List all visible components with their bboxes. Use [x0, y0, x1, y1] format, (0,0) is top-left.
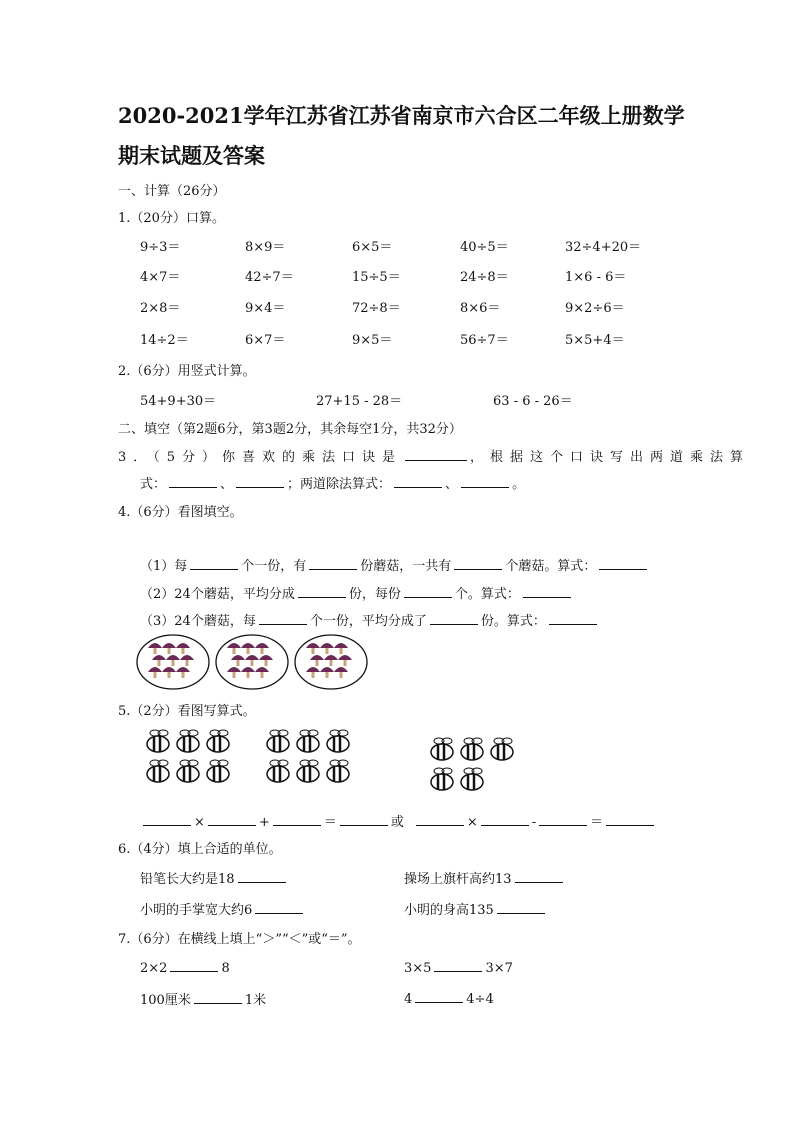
answer-blank[interactable]: [309, 556, 357, 570]
answer-blank[interactable]: [255, 900, 303, 914]
q6-item: [140, 868, 289, 887]
q6-item: [404, 899, 548, 918]
doc-title-line2: 期末试题及答案: [118, 143, 265, 168]
q7-text: 3×7: [485, 961, 513, 976]
q7-text: 4: [404, 992, 413, 1007]
answer-blank[interactable]: [298, 584, 346, 598]
answer-blank[interactable]: [190, 556, 238, 570]
bees-image: [140, 724, 530, 804]
answer-blank[interactable]: [416, 812, 464, 826]
answer-blank[interactable]: [236, 474, 284, 488]
q7-text: 8: [221, 961, 230, 976]
q6-text: 小明的手掌宽大约6: [140, 903, 253, 918]
oral-calc-item: 4×7＝: [140, 270, 181, 285]
q2-item: 27+15 - 28＝: [316, 394, 403, 409]
q4-text: 份。算式：: [480, 614, 546, 629]
q3-line2: [140, 473, 525, 492]
answer-blank[interactable]: [340, 812, 388, 826]
answer-blank[interactable]: [238, 869, 286, 883]
q2-item: 63 - 6 - 26＝: [493, 394, 573, 409]
answer-blank[interactable]: [599, 556, 647, 570]
answer-blank[interactable]: [208, 812, 256, 826]
answer-blank[interactable]: [143, 812, 191, 826]
oral-calc-item: 9×2÷6＝: [565, 301, 625, 316]
q4-line1: [140, 555, 650, 574]
q3-text: ，根据这个口诀写出两道乘法算: [470, 450, 751, 465]
q4-text: （1）每: [140, 559, 188, 574]
oral-calc-item: 9×5＝: [352, 333, 393, 348]
op: ×: [194, 815, 205, 830]
q3-text: 3．（5分）你喜欢的乘法口诀是: [118, 450, 403, 465]
answer-blank[interactable]: [194, 990, 242, 1004]
q7-item: [140, 989, 266, 1008]
q2-label: 2.（6分）用竖式计算。: [118, 364, 256, 379]
q1-label: 1.（20分）口算。: [118, 211, 225, 226]
oral-calc-item: 6×7＝: [245, 333, 286, 348]
q6-text: 铅笔长大约是18: [140, 872, 235, 887]
oral-calc-item: 14÷2＝: [140, 333, 189, 348]
op: +: [258, 815, 270, 830]
answer-blank[interactable]: [606, 812, 654, 826]
answer-blank[interactable]: [539, 812, 587, 826]
oral-calc-item: 9×4＝: [245, 301, 286, 316]
q5-equation: [140, 811, 657, 830]
mushroom-plates-image: [135, 632, 375, 692]
section1-heading: 一、计算（26分）: [118, 184, 226, 199]
q7-text: 100厘米: [140, 993, 191, 1008]
section2-heading: 二、填空（第2题6分，第3题2分，其余每空1分，共32分）: [118, 422, 462, 437]
oral-calc-item: 56÷7＝: [460, 333, 509, 348]
q4-text: （2）24个蘑菇，平均分成: [140, 587, 295, 602]
op: ＝: [590, 815, 604, 830]
oral-calc-item: 6×5＝: [352, 240, 393, 255]
q6-label: 6.（4分）填上合适的单位。: [118, 842, 282, 857]
q7-item: [404, 989, 494, 1007]
answer-blank[interactable]: [394, 474, 442, 488]
q7-item: [140, 958, 230, 976]
oral-calc-item: 1×6 - 6＝: [565, 270, 627, 285]
answer-blank[interactable]: [430, 611, 478, 625]
q3-text: 、: [445, 477, 459, 492]
oral-calc-item: 9÷3＝: [140, 240, 181, 255]
q6-item: [140, 899, 306, 918]
answer-blank[interactable]: [497, 900, 545, 914]
answer-blank[interactable]: [434, 958, 482, 972]
answer-blank[interactable]: [454, 556, 502, 570]
q3-text: 式：: [140, 477, 167, 492]
q7-text: 4÷4: [466, 992, 494, 1007]
q4-text: 个一份，有: [241, 559, 307, 574]
oral-calc-item: 42÷7＝: [245, 270, 294, 285]
q4-line3: [140, 610, 600, 629]
q4-text: （3）24个蘑菇，每: [140, 614, 256, 629]
oral-calc-item: 24÷8＝: [460, 270, 509, 285]
answer-blank[interactable]: [273, 812, 321, 826]
op: 或: [390, 815, 404, 830]
oral-calc-item: 2×8＝: [140, 301, 181, 316]
q3-text: 。: [512, 477, 526, 492]
q7-text: 1米: [244, 993, 267, 1008]
op: ×: [466, 815, 478, 830]
q4-text: 份，每份: [348, 587, 401, 602]
answer-blank[interactable]: [481, 812, 529, 826]
q3-text: 、: [220, 477, 234, 492]
q7-label: 7.（6分）在横线上填上“＞”“＜”或“＝”。: [118, 932, 361, 947]
oral-calc-item: 8×9＝: [245, 240, 286, 255]
answer-blank[interactable]: [523, 584, 571, 598]
oral-calc-item: 8×6＝: [460, 301, 501, 316]
q4-line2: [140, 583, 574, 602]
doc-title-line1: 2020-2021学年江苏省江苏省南京市六合区二年级上册数学: [118, 103, 685, 128]
q3-line1: [118, 446, 750, 465]
oral-calc-item: 40÷5＝: [460, 240, 509, 255]
answer-blank[interactable]: [259, 611, 307, 625]
oral-calc-item: 72÷8＝: [352, 301, 401, 316]
oral-calc-item: 32÷4+20＝: [565, 240, 642, 255]
q7-text: 3×5: [404, 961, 432, 976]
q4-text: 个一份，平均分成了: [309, 614, 427, 629]
answer-blank[interactable]: [461, 474, 509, 488]
answer-blank[interactable]: [515, 869, 563, 883]
q2-item: 54+9+30＝: [140, 394, 217, 409]
q6-text: 操场上旗杆高约13: [404, 872, 512, 887]
q6-text: 小明的身高135: [404, 903, 494, 918]
oral-calc-item: 5×5+4＝: [565, 333, 625, 348]
answer-blank[interactable]: [405, 447, 467, 461]
q7-text: 2×2: [140, 961, 168, 976]
q4-text: 个蘑菇。算式：: [505, 559, 597, 574]
oral-calc-item: 15÷5＝: [352, 270, 401, 285]
q5-label: 5.（2分）看图写算式。: [118, 704, 256, 719]
answer-blank[interactable]: [170, 958, 218, 972]
op: ＝: [323, 815, 337, 830]
q4-text: 份蘑菇，一共有: [360, 559, 452, 574]
q4-text: 个。算式：: [454, 587, 520, 602]
q4-label: 4.（6分）看图填空。: [118, 505, 243, 520]
answer-blank[interactable]: [415, 989, 463, 1003]
q7-item: [404, 958, 513, 976]
answer-blank[interactable]: [169, 474, 217, 488]
q6-item: [404, 868, 566, 887]
q3-text: ；两道除法算式：: [287, 477, 392, 492]
answer-blank[interactable]: [404, 584, 452, 598]
answer-blank[interactable]: [549, 611, 597, 625]
op: -: [531, 815, 537, 830]
